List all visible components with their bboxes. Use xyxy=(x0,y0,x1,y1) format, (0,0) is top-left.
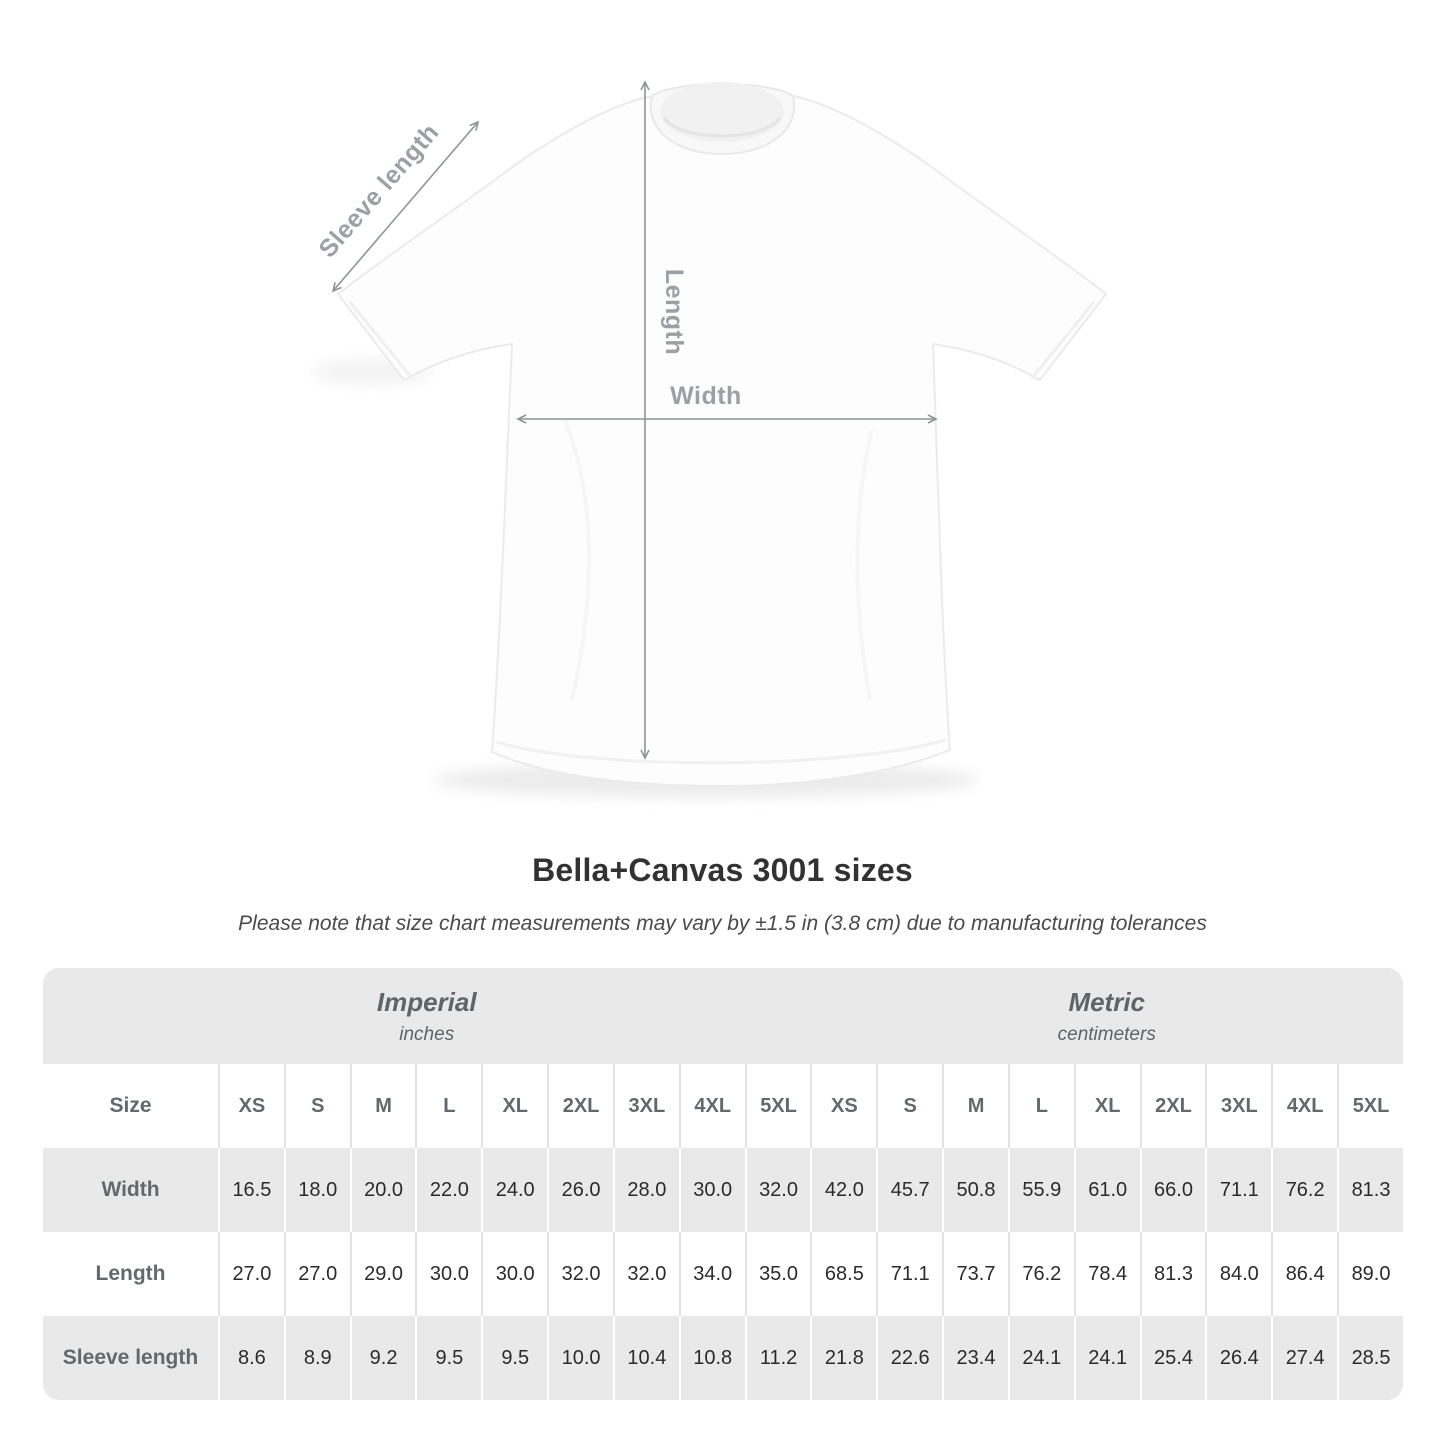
table-cell: 89.0 xyxy=(1337,1232,1403,1316)
table-cell: 34.0 xyxy=(679,1232,745,1316)
table-cell: 26.4 xyxy=(1205,1316,1271,1400)
size-header-imperial: M xyxy=(350,1064,416,1148)
table-cell: 27.0 xyxy=(218,1232,284,1316)
table-cell: 61.0 xyxy=(1074,1148,1140,1232)
table-cell: 81.3 xyxy=(1140,1232,1206,1316)
table-cell: 8.9 xyxy=(284,1316,350,1400)
table-cell: 8.6 xyxy=(218,1316,284,1400)
size-header-metric: M xyxy=(942,1064,1008,1148)
table-cell: 25.4 xyxy=(1140,1316,1206,1400)
table-cell: 29.0 xyxy=(350,1232,416,1316)
table-cell: 27.4 xyxy=(1271,1316,1337,1400)
table-cell: 71.1 xyxy=(1205,1148,1271,1232)
table-cell: 45.7 xyxy=(876,1148,942,1232)
metric-unit: centimeters xyxy=(1057,1024,1156,1046)
size-header-imperial: 2XL xyxy=(547,1064,613,1148)
table-cell: 76.2 xyxy=(1008,1232,1074,1316)
table-cell: 20.0 xyxy=(350,1148,416,1232)
size-header-imperial: S xyxy=(284,1064,350,1148)
row-label-length: Length xyxy=(43,1232,218,1316)
table-cell: 24.1 xyxy=(1074,1316,1140,1400)
table-cell: 42.0 xyxy=(810,1148,876,1232)
table-cell: 21.8 xyxy=(810,1316,876,1400)
row-label-sleeve-length: Sleeve length xyxy=(43,1316,218,1400)
size-header-imperial: 3XL xyxy=(613,1064,679,1148)
size-chart xyxy=(43,968,1403,1400)
table-cell: 73.7 xyxy=(942,1232,1008,1316)
width-row xyxy=(43,1148,1403,1232)
width-label: Width xyxy=(670,382,742,410)
table-cell: 22.6 xyxy=(876,1316,942,1400)
sleeve-length-label: Sleeve length xyxy=(313,118,445,264)
table-cell: 68.5 xyxy=(810,1232,876,1316)
table-cell: 10.0 xyxy=(547,1316,613,1400)
table-cell: 32.0 xyxy=(547,1232,613,1316)
metric-section-header xyxy=(810,968,1403,1064)
size-header-imperial: 4XL xyxy=(679,1064,745,1148)
table-cell: 9.5 xyxy=(415,1316,481,1400)
imperial-section-header xyxy=(43,968,810,1064)
table-cell: 55.9 xyxy=(1008,1148,1074,1232)
size-header-metric: XS xyxy=(810,1064,876,1148)
table-cell: 30.0 xyxy=(415,1232,481,1316)
table-cell: 9.2 xyxy=(350,1316,416,1400)
table-cell: 71.1 xyxy=(876,1232,942,1316)
length-row xyxy=(43,1232,1403,1316)
size-header-metric: 3XL xyxy=(1205,1064,1271,1148)
sleeve-length-row xyxy=(43,1316,1403,1400)
size-header-metric: S xyxy=(876,1064,942,1148)
table-cell: 84.0 xyxy=(1205,1232,1271,1316)
table-cell: 76.2 xyxy=(1271,1148,1337,1232)
row-label-width: Width xyxy=(43,1148,218,1232)
table-cell: 24.1 xyxy=(1008,1316,1074,1400)
table-cell: 24.0 xyxy=(481,1148,547,1232)
page-title: Bella+Canvas 3001 sizes xyxy=(532,852,913,888)
size-header-metric: 2XL xyxy=(1140,1064,1206,1148)
length-label: Length xyxy=(660,268,688,356)
table-cell: 28.5 xyxy=(1337,1316,1403,1400)
table-cell: 22.0 xyxy=(415,1148,481,1232)
table-cell: 26.0 xyxy=(547,1148,613,1232)
table-cell: 11.2 xyxy=(745,1316,811,1400)
table-cell: 50.8 xyxy=(942,1148,1008,1232)
size-header-metric: L xyxy=(1008,1064,1074,1148)
tolerance-note: Please note that size chart measurements may vary by ±1.5 in (3.8 cm) due to manufacturing tolerances xyxy=(238,912,1207,935)
tshirt-body xyxy=(338,84,1106,786)
table-cell: 30.0 xyxy=(679,1148,745,1232)
size-header-metric: 5XL xyxy=(1337,1064,1403,1148)
table-cell: 32.0 xyxy=(745,1148,811,1232)
table-cell: 81.3 xyxy=(1337,1148,1403,1232)
table-cell: 16.5 xyxy=(218,1148,284,1232)
table-cell: 10.8 xyxy=(679,1316,745,1400)
table-cell: 35.0 xyxy=(745,1232,811,1316)
size-header-imperial: XS xyxy=(218,1064,284,1148)
imperial-label: Imperial xyxy=(376,986,477,1017)
size-header-metric: 4XL xyxy=(1271,1064,1337,1148)
table-cell: 27.0 xyxy=(284,1232,350,1316)
size-header-metric: XL xyxy=(1074,1064,1140,1148)
table-cell: 32.0 xyxy=(613,1232,679,1316)
table-cell: 66.0 xyxy=(1140,1148,1206,1232)
size-header-imperial: XL xyxy=(481,1064,547,1148)
collar-opening xyxy=(660,82,784,142)
table-cell: 9.5 xyxy=(481,1316,547,1400)
table-cell: 18.0 xyxy=(284,1148,350,1232)
size-header-imperial: 5XL xyxy=(745,1064,811,1148)
metric-label: Metric xyxy=(1068,986,1146,1017)
table-cell: 23.4 xyxy=(942,1316,1008,1400)
size-column-header: Size xyxy=(43,1064,218,1148)
table-cell: 10.4 xyxy=(613,1316,679,1400)
size-header-imperial: L xyxy=(415,1064,481,1148)
table-cell: 78.4 xyxy=(1074,1232,1140,1316)
size-chart-table xyxy=(43,968,1403,1400)
table-cell: 28.0 xyxy=(613,1148,679,1232)
table-cell: 30.0 xyxy=(481,1232,547,1316)
imperial-unit: inches xyxy=(399,1024,455,1046)
table-cell: 86.4 xyxy=(1271,1232,1337,1316)
